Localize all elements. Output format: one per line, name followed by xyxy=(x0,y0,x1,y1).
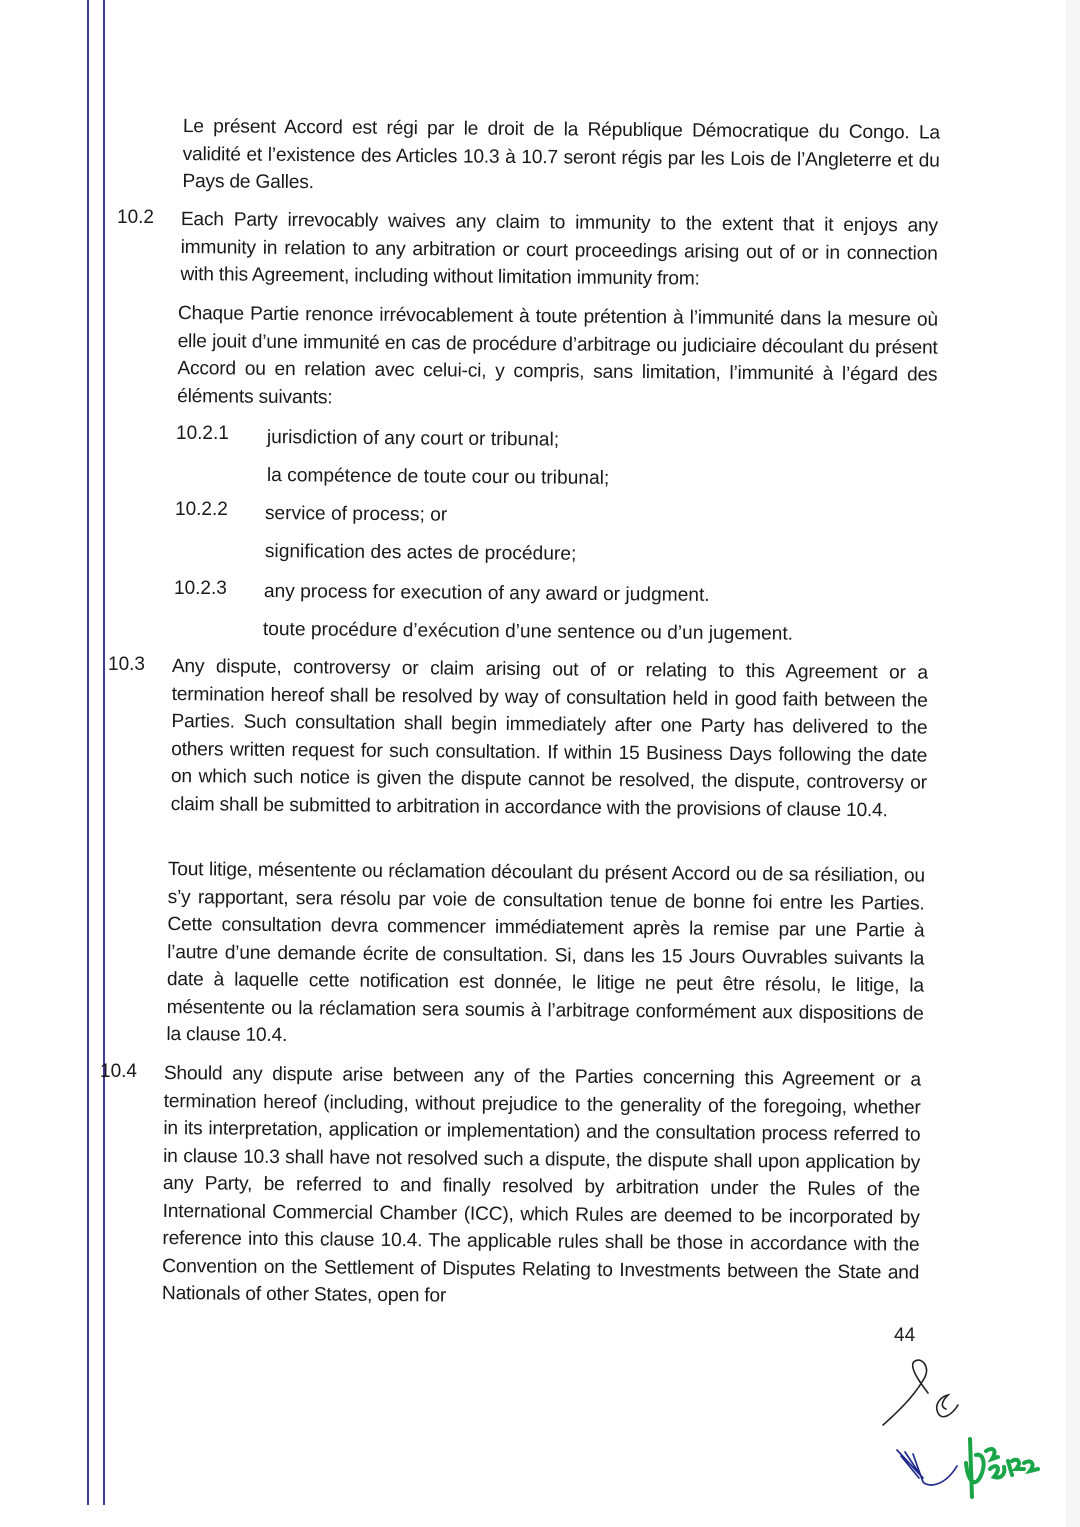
margin-line-outer xyxy=(87,0,89,1505)
paragraph-text: Any dispute, controversy or claim arising out of or relating to this Agreement or a termination hereof shall be resolved by way of consultation held in good faith between the Parties. Such consultation shall begin immediately after one Party has delivered to the others written request for such consultation. If within 15 Business Days following the date on which such notice is given the dispute cannot be resolved, the dispute, controversy or claim shall be submitted to arbitration in accordance with the provisions of clause 10.4. xyxy=(170,655,928,821)
subitem-10-2-2-french: signification des actes de procédure; xyxy=(264,540,577,565)
clause-number-10-4: 10.4 xyxy=(100,1061,137,1082)
clause-10-1-french xyxy=(182,113,940,202)
initials-blue-icon xyxy=(895,1448,965,1493)
clause-10-2-french xyxy=(177,300,938,417)
paragraph-text: Should any dispute arise between any of the Parties concerning this Agreement or a termination hereof (including, without prejudice to the generality of the foregoing, whether in its interpretation, application or implementation) and the consultation process referred to in clause 10.3 shall have not resolved such a dispute, the dispute shall upon application by any Party, be referred to and finally resolved by arbitration under the Rules of the International Commercial Chamber (ICC), which Rules are deemed to be incorporated by reference into this clause 10.4. The applicable rules shall be those in accordance with the Convention on the Settlement of Disputes Relating to Investments between the State and Nationals of other States, open for xyxy=(161,1062,921,1307)
paragraph-text: Each Party irrevocably waives any claim to immunity to the extent that it enjoys any immunity in relation to any arbitration or court proceedings arising out of or in connection with this Agreement, including without limitation immunity from: xyxy=(180,208,938,290)
paragraph-text: Tout litige, mésentente ou réclamation découlant du présent Accord ou de sa résiliation, ou s’y rapportant, sera résolu par voie de consultation tenue de bonne foi entre les Parties. Cette consultation devra commencer immédiatement après la remise par une Partie à l’autre d’une demande écrite de consultation. Si, dans les 15 Jours Ouvrables suivants la date à laquelle cette notification est donnée, le litige ne peut être résolu, le litige, la mésentente ou la réclamation sera soumis à l’arbitrage conformément aux dispositions de la clause 10.4. xyxy=(166,858,925,1047)
page-number: 44 xyxy=(894,1325,916,1346)
subitem-10-2-1-french: la compétence de toute cour ou tribunal; xyxy=(266,464,610,489)
clause-number-10-3: 10.3 xyxy=(108,654,145,675)
initials-green-dated-icon xyxy=(962,1433,1042,1501)
subitem-10-2-3-french: toute procédure d’exécution d’une sentence ou d’un jugement. xyxy=(262,618,794,645)
paragraph-text: Le présent Accord est régi par le droit de la République Démocratique du Congo. La validité et l’existence des Articles 10.3 à 10.7 seront régis par les Lois de l’Angleterre et du Pays de Galles. xyxy=(182,115,940,194)
clause-10-3-english xyxy=(171,653,928,825)
clause-number-10-2-3: 10.2.3 xyxy=(174,578,227,599)
subitem-10-2-3-english: any process for execution of any award or judgment. xyxy=(263,580,710,606)
clause-10-3-french xyxy=(166,856,925,1055)
paragraph-text: Chaque Partie renonce irrévocablement à toute prétention à l’immunité dans la mesure où elle jouit d’une immunité en cas de procédure d’arbitrage ou judiciaire découlant du présent Accord ou en relation avec celui-ci, y compris, sans limitation, l’immunité à l’égard des éléments suivants: xyxy=(177,302,938,408)
clause-number-10-2-1: 10.2.1 xyxy=(176,423,229,444)
clause-10-4-english xyxy=(162,1060,921,1314)
clause-number-10-2-2: 10.2.2 xyxy=(175,499,228,520)
initials-black-icon xyxy=(880,1355,970,1435)
clause-number-10-2: 10.2 xyxy=(117,207,154,228)
margin-line-inner xyxy=(103,0,105,1505)
clause-10-2-english xyxy=(180,206,938,295)
subitem-10-2-1-english: jurisdiction of any court or tribunal; xyxy=(266,426,560,451)
scan-edge-shadow xyxy=(1066,0,1080,1527)
subitem-10-2-2-english: service of process; or xyxy=(264,502,448,526)
